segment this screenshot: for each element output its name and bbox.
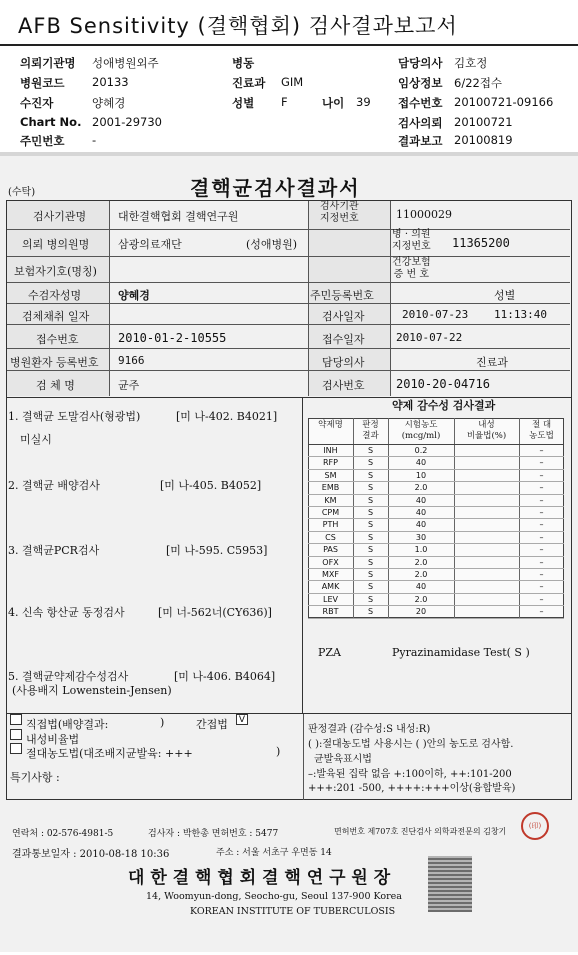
drug-name-cell: CPM [321, 508, 340, 517]
legend-line-1: 판정결과 (감수성:S 내성:R) [308, 724, 431, 735]
lab-org-label: 검사기관명 [33, 210, 87, 223]
test-2-title: 2. 결핵균 배양검사 [8, 479, 100, 492]
legend-line-4: –:발육된 집락 없음 +:100이하, ++:101-200 [308, 769, 512, 780]
drug-conc-cell: 40 [415, 495, 427, 505]
drug-name-cell: RBT [322, 607, 339, 617]
sheet-edge [0, 152, 578, 156]
test-4-title: 4. 신속 항산균 동정검사 [8, 606, 125, 619]
contact-text: 연락처 : 02-576-4981-5 [12, 829, 114, 839]
susceptibility-header-1: 판정 결과 [362, 420, 379, 441]
sex-value: F [281, 95, 288, 109]
drug-result-cell: S [367, 483, 374, 493]
hospital-code-label: 병원코드 [20, 76, 65, 90]
hospital-label: 의뢰 병의원명 [22, 238, 90, 251]
drug-conc-cell: 40 [415, 520, 427, 530]
doctor-label: 담당의사 [398, 56, 443, 70]
result-value: 20100819 [454, 133, 513, 147]
drug-name-cell: KM [324, 495, 337, 505]
receipt-date-value: 2010-07-22 [396, 331, 463, 344]
insured-label: 보험자기호(명칭) [14, 265, 97, 278]
test-4-code: [미 너-562너(CY636)] [158, 606, 272, 619]
drug-abs-cell: – [539, 458, 544, 468]
legend-line-2: ( ):절대농도법 사용시는 ( )안의 농도로 검사함. [308, 739, 514, 750]
address-en: 14, Woomyun-dong, Seocho-gu, Seoul 137-900 Korea [146, 891, 402, 902]
ward-label: 병동 [232, 56, 255, 70]
dept-field-label: 진료과 [476, 356, 508, 369]
result-label: 결과보고 [398, 134, 443, 148]
ratio-method-label: 내성비율법 [26, 733, 80, 746]
patient-value: 양혜경 [92, 96, 126, 110]
institution-label: 의뢰기관명 [20, 56, 76, 70]
direct-method-label: 직접법(배양결과: [26, 718, 109, 731]
drug-abs-cell: – [539, 594, 544, 604]
specimen-label: 검 체 명 [36, 379, 75, 392]
drug-result-cell: S [367, 446, 374, 455]
drug-conc-cell: 40 [415, 458, 427, 468]
report-header-title: AFB Sensitivity (결핵협회) 검사결과보고서 [18, 14, 458, 38]
drug-name-cell: MXF [322, 570, 339, 579]
drug-abs-cell: – [539, 607, 544, 617]
drug-result-cell: S [367, 458, 374, 468]
drug-name-cell: OFX [322, 557, 339, 567]
drug-name-cell: LEV [323, 594, 338, 604]
chart-no-label: Chart No. [20, 115, 82, 129]
drug-abs-cell: – [539, 495, 544, 505]
clinic-no-value: 11365200 [452, 236, 510, 250]
test-5-title: 5. 결핵균약제감수성검사 [8, 670, 129, 683]
drug-conc-cell: 2.0 [414, 570, 428, 579]
drug-abs-cell: – [539, 520, 544, 530]
institute-name-en: KOREAN INSTITUTE OF TUBERCULOSIS [190, 906, 396, 917]
sex-label: 성별 [232, 96, 255, 110]
lab-no-value: 11000029 [396, 208, 452, 221]
hospital-code-value: 20133 [92, 75, 129, 89]
drug-name-cell: PAS [323, 545, 338, 555]
susceptibility-title: 약제 감수성 검사결과 [392, 399, 496, 412]
official-stamp: (印) [521, 812, 549, 840]
drug-name-cell: EMB [321, 483, 340, 493]
test-1-code: [미 나-402. B4021] [176, 410, 278, 423]
grid-row-line [308, 618, 564, 619]
receipt-no-label: 접수번호 [36, 333, 79, 346]
age-label: 나이 [322, 96, 345, 110]
hospital-value: 삼광의료재단 [118, 238, 182, 251]
drug-name-cell: INH [323, 446, 338, 455]
receipt-label: 접수번호 [398, 96, 443, 110]
absolute-method-close: ) [276, 745, 281, 758]
direct-method-close: ) [160, 716, 165, 729]
test-1-result: 미실시 [20, 433, 52, 446]
lab-no-label: 검사기관 지정번호 [320, 201, 359, 224]
drug-result-cell: S [367, 607, 374, 617]
health-no-label: 건강보험 증 번 호 [392, 257, 431, 280]
test-date-label: 검사일자 [322, 310, 365, 323]
drug-result-cell: S [367, 557, 374, 567]
drug-abs-cell: – [539, 532, 544, 542]
name-value: 양혜경 [118, 289, 150, 302]
doctor-value: 김호정 [454, 56, 488, 70]
drug-name-cell: SM [324, 470, 337, 480]
collect-label: 검체채취 일자 [22, 310, 90, 323]
drug-name-cell: CS [325, 532, 336, 542]
ssn-label: 주민번호 [20, 134, 65, 148]
absolute-method-label: 절대농도법(대조배지균발육: +++ [26, 747, 193, 760]
indirect-method-checkbox[interactable]: V [236, 714, 248, 725]
drug-conc-cell: 30 [415, 532, 427, 542]
legend-line-3: 균발육표시법 [314, 754, 372, 765]
drug-conc-cell: 20 [415, 607, 427, 617]
dept-label: 진료과 [232, 76, 266, 90]
drug-abs-cell: – [539, 483, 544, 493]
drug-result-cell: S [367, 594, 374, 604]
receipt-no-value: 2010-01-2-10555 [118, 331, 227, 345]
doctor-field-label: 담당의사 [322, 356, 365, 369]
institute-seal [428, 856, 472, 912]
test-date-value: 2010-07-23 [402, 308, 469, 321]
drug-abs-cell: – [539, 570, 544, 579]
pza-label: PZA [318, 646, 341, 659]
drug-conc-cell: 1.0 [414, 545, 428, 555]
examiner-text: 검사자 : 박한총 면허번호 : 5477 [148, 829, 279, 839]
drug-conc-cell: 2.0 [414, 594, 428, 604]
test-3-code: [미 나-595. C5953] [166, 544, 268, 557]
susceptibility-header-0: 약제명 [318, 420, 343, 430]
drug-name-cell: RFP [323, 458, 338, 468]
chart-no-value: 2001-29730 [92, 115, 162, 129]
sex-field-label: 성별 [494, 289, 516, 302]
ssn-value: - [92, 133, 97, 147]
drug-name-cell: AMK [321, 582, 340, 592]
age-value: 39 [356, 95, 371, 109]
drug-abs-cell: – [539, 446, 544, 455]
test-2-code: [미 나-405. B4052] [160, 479, 262, 492]
reg-label: 병원환자 등록번호 [10, 356, 99, 369]
drug-conc-cell: 40 [415, 582, 427, 592]
request-label: 검사의뢰 [398, 116, 443, 130]
direct-method-checkbox[interactable] [10, 714, 22, 725]
drug-result-cell: S [367, 570, 374, 579]
dept-value: GIM [281, 75, 304, 89]
test-no-value: 2010-20-04716 [396, 377, 490, 391]
receipt-date-label: 접수일자 [322, 333, 365, 346]
drug-abs-cell: – [539, 508, 544, 517]
drug-conc-cell: 2.0 [414, 483, 428, 493]
clinic-no-label: 병 · 의원 지정번호 [392, 229, 431, 252]
name-label: 수검자성명 [28, 289, 82, 302]
drug-result-cell: S [367, 508, 374, 517]
address-kr: 주소 : 서울 서초구 우면동 14 [216, 848, 332, 858]
susceptibility-header-4: 절 대 농도법 [529, 420, 554, 441]
test-5-medium: (사용배지 Lowenstein-Jensen) [12, 684, 172, 697]
license-text: 면허번호 제707호 진단검사 의학과전문의 김창기 [334, 827, 507, 836]
ssn-field-label: 주민등록번호 [310, 289, 374, 302]
drug-conc-cell: 0.2 [414, 446, 428, 455]
request-value: 20100721 [454, 115, 513, 129]
test-1-title: 1. 결핵균 도말검사(형광법) [8, 410, 141, 423]
receipt-value: 20100721-09166 [454, 95, 554, 109]
absolute-method-checkbox[interactable] [10, 743, 22, 754]
institution-value: 성애병원외주 [92, 56, 159, 70]
clinical-value: 6/22접수 [454, 76, 503, 90]
reg-value: 9166 [118, 354, 145, 367]
specimen-value: 균주 [118, 379, 140, 392]
drug-conc-cell: 10 [415, 470, 427, 480]
pza-value: Pyrazinamidase Test( S ) [392, 646, 530, 659]
drug-abs-cell: – [539, 557, 544, 567]
drug-result-cell: S [367, 520, 374, 530]
drug-result-cell: S [367, 470, 374, 480]
drug-abs-cell: – [539, 545, 544, 555]
susceptibility-header-2: 시험농도 (mcg/ml) [401, 420, 441, 441]
drug-result-cell: S [367, 582, 374, 592]
patient-label: 수진자 [20, 96, 54, 110]
institute-name-kr: 대 한 결 핵 협 회 결 핵 연 구 원 장 [128, 868, 391, 888]
lab-org-value: 대한결핵협회 결핵연구원 [118, 210, 239, 223]
header-divider [0, 44, 578, 46]
test-no-label: 검사번호 [322, 379, 365, 392]
drug-result-cell: S [367, 495, 374, 505]
drug-abs-cell: – [539, 582, 544, 592]
test-time-value: 11:13:40 [494, 308, 547, 321]
report-title: 결핵균검사결과서 [190, 176, 361, 200]
hospital-note: (성애병원) [246, 238, 298, 251]
notify-date: 결과통보일자 : 2010-08-18 10:36 [12, 849, 170, 860]
test-3-title: 3. 결핵균PCR검사 [8, 544, 100, 557]
ratio-method-checkbox[interactable] [10, 729, 22, 740]
drug-result-cell: S [367, 545, 374, 555]
legend-line-5: +++:201 -500, ++++:+++이상(융합발육) [308, 783, 516, 794]
remarks-label: 특기사항 : [10, 771, 60, 784]
test-5-code: [미 나-406. B4064] [174, 670, 276, 683]
drug-conc-cell: 40 [415, 508, 427, 517]
consignment-label: (수탁) [8, 187, 36, 198]
drug-abs-cell: – [539, 470, 544, 480]
susceptibility-header-3: 내성 비율법(%) [466, 420, 507, 441]
clinical-label: 임상정보 [398, 76, 443, 90]
indirect-method-label: 간접법 [196, 718, 228, 731]
drug-result-cell: S [367, 532, 374, 542]
drug-name-cell: PTH [322, 520, 339, 530]
drug-conc-cell: 2.0 [414, 557, 428, 567]
